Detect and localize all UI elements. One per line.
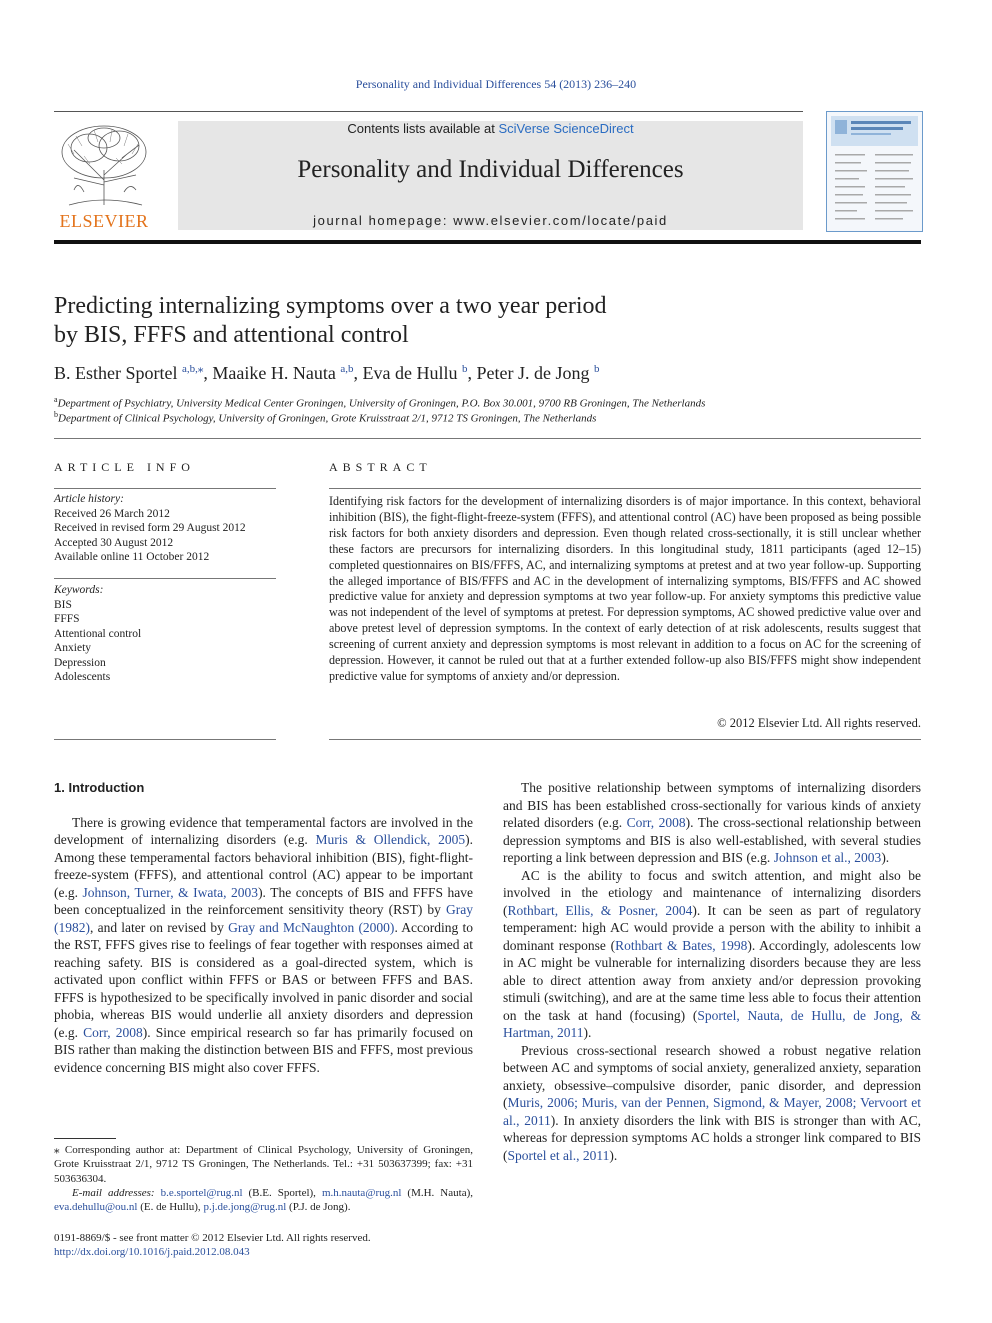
citation-link[interactable]: Sportel et al., 2011	[507, 1147, 610, 1163]
paragraph	[503, 867, 921, 1042]
author-name[interactable]: Maaike H. Nauta	[212, 363, 336, 383]
author-list: B. Esther Sportel $^{a,b,⁎}$, Maaike H. Nauta $^{a,b}$, Eva de Hullu $^b$, Peter J. de Jong $^b$	[54, 363, 600, 383]
divider	[54, 739, 276, 740]
affiliation-text: Department of Psychiatry, University Medical Center Groningen, University of Groningen, P.O. Box 30.001, 9700 RB Groningen, The Netherlands	[57, 397, 706, 410]
citation-link[interactable]: Rothbart & Bates, 1998	[615, 937, 748, 953]
journal-cover-thumbnail[interactable]	[826, 111, 923, 232]
email-link[interactable]: p.j.de.jong@rug.nl	[203, 1201, 287, 1214]
divider	[54, 488, 276, 489]
email-link[interactable]: eva.dehullu@ou.nl	[54, 1201, 138, 1214]
keyword: Depression	[54, 656, 106, 669]
citation-link[interactable]: Corr, 2008	[626, 815, 686, 830]
author-affiliation-marker[interactable]: b	[593, 363, 600, 375]
text-run: . According to the RST, FFFS gives rise to feelings of fear together with responses aimed at reaching safety. BIS is considered as a goal-directed system, which is activated upon conflict within FFFS or BAS or between FFFS and BAS. FFFS is hypothesized to be specifically involved in panic disorder and social phobia, whereas BIS would underlie all anxiety disorders and depression (e.g.	[54, 919, 473, 1040]
text-run: ).	[609, 1147, 618, 1163]
history-label: Article history:	[54, 493, 124, 505]
affiliation-text: Department of Clinical Psychology, University of Groningen, Grote Kruisstraat 2/1, 9712 TS Groningen, The Netherlands	[58, 412, 597, 425]
text-run: AC is the ability to focus and switch attention, and might also be involved in the etiology and maintenance of internalizing disorders (	[503, 867, 921, 918]
corresponding-author-note	[54, 1143, 473, 1214]
text-run: ). Since empirical research so far has primarily focused on BIS rather than making the distinction between BIS and FFFS, most previous evidence concerning BIS might also cover FFFS.	[54, 1024, 473, 1075]
text-run: ). Among these temperamental factors behavioral inhibition (BIS), fight-flight-freeze-system (FFFS), and attentional control (AC) appear to be important (e.g.	[54, 832, 473, 900]
citation-link[interactable]: Gray (1982)	[54, 902, 473, 935]
divider	[54, 578, 276, 579]
sciencedirect-link[interactable]: SciVerse ScienceDirect	[498, 121, 634, 136]
email-label: E-mail addresses:	[72, 1186, 155, 1199]
journal-reference[interactable]: Personality and Individual Differences 54 (2013) 236–240	[355, 77, 637, 91]
citation-link[interactable]: Muris, 2006; Muris, van der Pennen, Sigmond, & Mayer, 2008; Vervoort et al., 2011	[503, 1095, 921, 1128]
citation-link[interactable]: Gray and McNaughton (2000)	[228, 919, 395, 935]
text-run: ). It can be seen as part of regulatory temperament: high AC would provide a person with the ability to inhibit a dominant response (	[503, 902, 921, 953]
history-item: Received in revised form 29 August 2012	[54, 522, 246, 534]
doi-link[interactable]: http://dx.doi.org/10.1016/j.paid.2012.08.043	[54, 1246, 250, 1258]
corresponding-author-text: ⁎ Corresponding author at: Department of Clinical Psychology, University of Groningen, Grote Kruisstraat 2/1, 9712 TS Groningen, The Netherlands. Tel.: +31 503637399; fax: +31 503636304.	[54, 1144, 473, 1185]
article-title	[54, 292, 754, 350]
text-run: ).	[583, 1025, 592, 1040]
publisher-name: ELSEVIER	[59, 211, 149, 231]
citation-link[interactable]: Muris & Ollendick, 2005	[315, 832, 466, 847]
abstract-text: Identifying risk factors for the development of internalizing disorders is of major importance. In this context, behavioral inhibition (BIS), the fight-flight-freeze-system (FFFS), and attentional control (AC) have been proposed as being possible risk factors for both anxiety disorders and depression. Even though related cross-sectionally, it is still unclear whether these factors are precursors for internalizing disorders. In this longitudinal study, 1811 participants (aged 12–15) completed questionnaires on BIS/FFFS, AC, and internalizing symptoms at pretest and at two year follow-up. Supporting the alleged importance of BIS/FFFS and AC in the development of internalizing symptoms, BIS/FFFS and AC showed predictive value for anxiety and depression symptoms at two year follow-up. For anxiety symptoms this predictive value was not independent of the level of symptoms at pretest. For depression symptoms, AC showed predictive value over and above pretest level of depression symptoms. In the context of early detection of at risk adolescents, results suggest that screening of current anxiety and depression symptoms is most relevant in addition to a focus on AC for the screening of depression. However, it cannot be ruled out that at a further extended follow-up also BIS/FFFS might show independent predictive value for symptoms of anxiety and/or depression.	[329, 494, 921, 683]
citation-link[interactable]: Rothbart, Ellis, & Posner, 2004	[507, 902, 693, 918]
affiliation-b	[54, 410, 914, 425]
email-link[interactable]: b.e.sportel@rug.nl	[160, 1186, 243, 1199]
email-owner: (P.J. de Jong).	[286, 1201, 351, 1214]
paragraph	[503, 1042, 921, 1165]
left-column	[54, 779, 473, 1076]
keywords-label: Keywords:	[54, 584, 104, 596]
keyword: Adolescents	[54, 671, 111, 683]
header-top-rule	[54, 111, 803, 112]
citation-link[interactable]: Johnson et al., 2003	[773, 850, 882, 865]
text-run: The positive relationship between symptoms of internalizing disorders and BIS has been established cross-sectionally for various kinds of anxiety related disorders (e.g.	[503, 780, 921, 830]
email-link[interactable]: m.h.nauta@rug.nl	[321, 1186, 402, 1199]
header-thick-rule	[54, 240, 921, 244]
history-item: Received 26 March 2012	[54, 507, 170, 520]
text-run: ). The cross-sectional relationship between depression symptoms and BIS is also well-established, with several studies reporting a link between depression and BIS (e.g.	[503, 815, 921, 865]
article-title-line-2: by BIS, FFFS and attentional control	[54, 322, 409, 348]
text-run: ). The concepts of BIS and FFFS have been conceptualized in the reinforcement sensitivity theory (RST) by	[54, 884, 473, 917]
front-matter-info	[54, 1231, 473, 1259]
author-affiliation-marker[interactable]: b	[461, 363, 468, 375]
keywords-block	[54, 583, 141, 685]
contents-prefix: Contents lists available at	[347, 121, 499, 136]
abstract-copyright: © 2012 Elsevier Ltd. All rights reserved.	[717, 716, 921, 730]
email-owner: (B.E. Sportel),	[242, 1186, 322, 1199]
divider	[329, 739, 921, 740]
footnote-rule	[54, 1138, 116, 1139]
right-column	[503, 779, 921, 1164]
abstract-heading: ABSTRACT	[329, 460, 432, 474]
author-name[interactable]: Eva de Hullu	[362, 363, 458, 383]
affiliation-marker: b	[54, 410, 58, 419]
text-run: Previous cross-sectional research showed a robust negative relation between AC and symptoms of social anxiety, generalized anxiety, separation anxiety, obsessive–compulsive disorder, panic disorder, and depression (	[503, 1042, 921, 1110]
journal-homepage[interactable]: journal homepage: www.elsevier.com/locate/paid	[313, 213, 668, 228]
paragraph	[503, 779, 921, 867]
text-run: ).	[881, 850, 890, 865]
text-run: , and later on revised by	[90, 919, 229, 935]
email-owner: (E. de Hullu),	[137, 1201, 204, 1214]
citation-link[interactable]: Corr, 2008	[83, 1024, 143, 1040]
citation-link[interactable]: Sportel, Nauta, de Hullu, de Jong, & Hartman, 2011	[503, 1007, 921, 1040]
affiliation-a	[54, 395, 914, 410]
keyword: BIS	[54, 598, 72, 611]
cover-image-icon	[827, 112, 922, 231]
section-heading-introduction: 1. Introduction	[54, 780, 145, 795]
text-run: There is growing evidence that temperamental factors are involved in the development of internalizing disorders (e.g.	[54, 814, 473, 847]
email-owner: (M.H. Nauta),	[401, 1186, 473, 1199]
issn-line: 0191-8869/$ - see front matter © 2012 Elsevier Ltd. All rights reserved.	[54, 1232, 371, 1244]
contents-line	[178, 121, 803, 136]
author-name[interactable]: Peter J. de Jong	[476, 363, 590, 383]
divider	[54, 438, 921, 439]
citation-link[interactable]: Johnson, Turner, & Iwata, 2003	[82, 884, 259, 900]
article-title-line-1: Predicting internalizing symptoms over a two year period	[54, 293, 607, 319]
journal-title: Personality and Individual Differences	[297, 156, 684, 183]
keyword: Anxiety	[54, 642, 92, 654]
email-addresses	[54, 1186, 473, 1215]
author-name[interactable]: B. Esther Sportel	[54, 363, 178, 383]
affiliation-marker: a	[54, 395, 58, 404]
text-run: ). Accordingly, adolescents low in AC might be vulnerable for internalizing disorders because they are less able to direct attention away from anxiety and/or depression provoking stimuli (switching), and are at the same time less able to focus their attention on the task at hand (focusing) (	[503, 937, 921, 1023]
author-affiliation-marker[interactable]: a,b,⁎	[182, 363, 204, 375]
history-item: Available online 11 October 2012	[54, 551, 210, 563]
article-info-heading: ARTICLE INFO	[54, 460, 195, 474]
keyword: FFFS	[54, 613, 80, 625]
text-run: ). In anxiety disorders the link with BIS is stronger than with AC, whereas for depression symptoms AC holds a stronger link compared to BIS (	[503, 1112, 922, 1163]
article-history	[54, 492, 246, 565]
history-item: Accepted 30 August 2012	[54, 536, 174, 549]
author-affiliation-marker[interactable]: a,b	[340, 363, 354, 375]
divider	[329, 488, 921, 489]
keyword: Attentional control	[54, 627, 142, 640]
paragraph	[54, 814, 473, 1077]
